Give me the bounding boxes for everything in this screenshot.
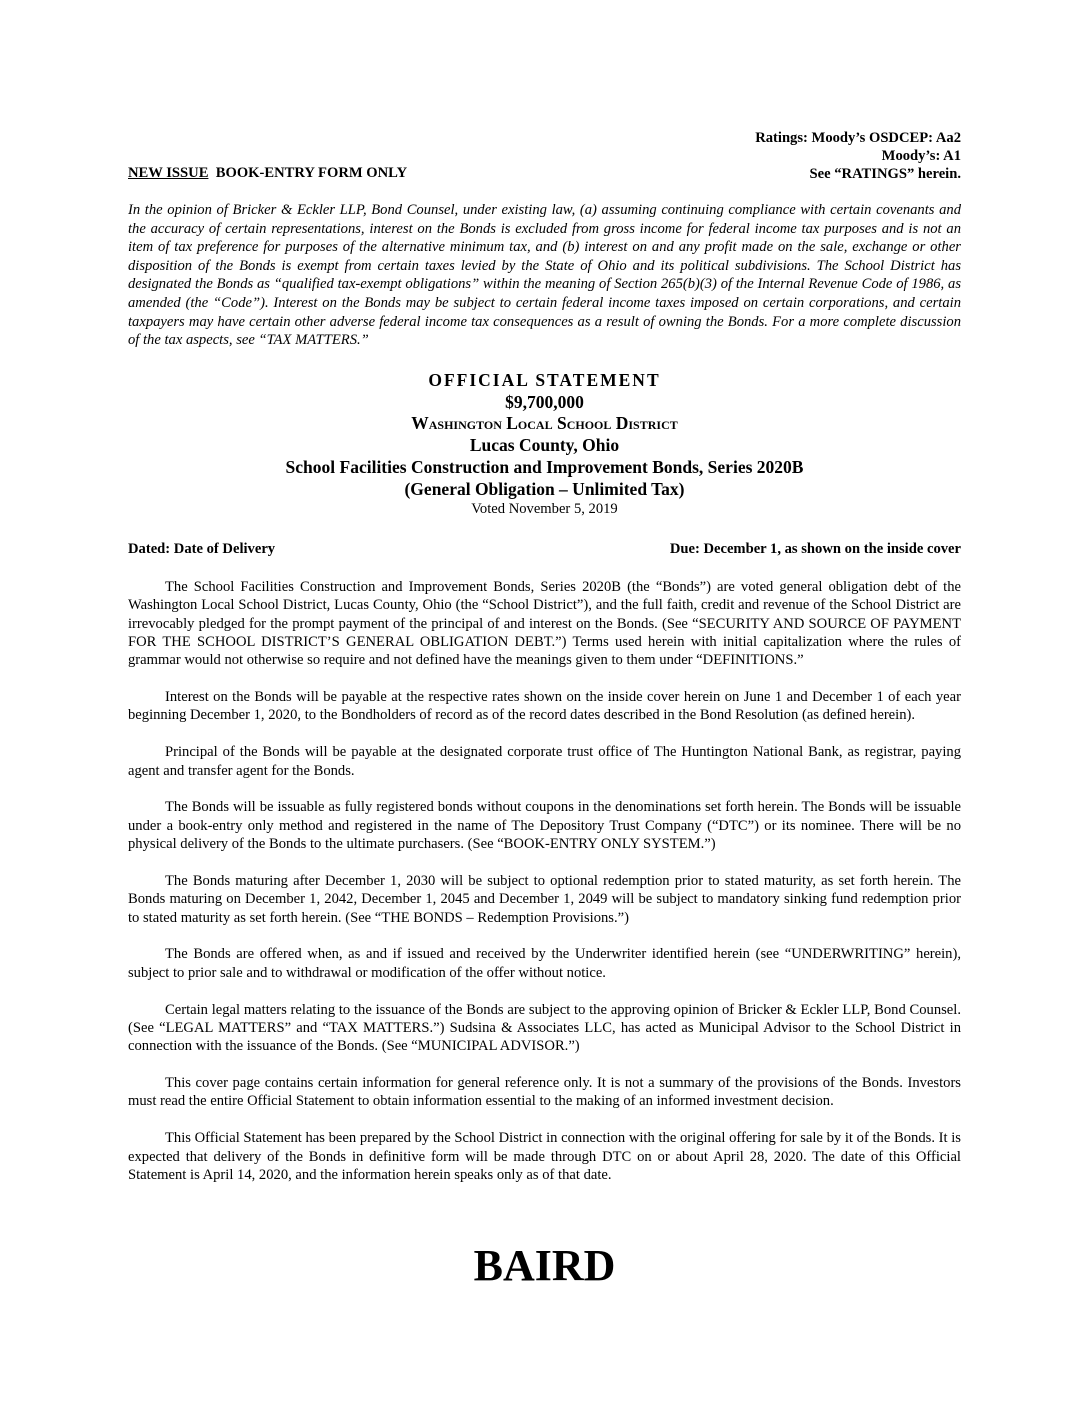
body-paragraph: Principal of the Bonds will be payable at the designated corporate trust office of The Huntington National Bank, as registrar, paying agent and transfer agent for the Bonds. — [128, 744, 961, 779]
issue-amount: $9,700,000 — [505, 392, 584, 412]
body-paragraph: Interest on the Bonds will be payable at the respective rates shown on the inside cover herein on June 1 and December 1 of each year beginning December 1, 2020, to the Bondholders of record as of the record dates described in the Bond Resolution (as defined herein). — [128, 689, 961, 724]
dated-line: Dated: Date of Delivery — [128, 541, 276, 557]
body-paragraph: Certain legal matters relating to the issuance of the Bonds are subject to the approving opinion of Bricker & Eckler LLP, Bond Counsel. (See “LEGAL MATTERS” and “TAX MATTERS.”) Sudsina & Associates LLC, has acted as Municipal Advisor to the School District in connection with the issuance of the Bonds. (See “MUNICIPAL ADVISOR.”) — [128, 1001, 961, 1055]
bond-name: School Facilities Construction and Improvement Bonds, Series 2020B — [285, 457, 804, 477]
title-block — [128, 369, 961, 518]
due-line: Due: December 1, as shown on the inside cover — [669, 541, 961, 557]
rating-osdcep: Ratings: Moody’s OSDCEP: Aa2 — [755, 130, 961, 146]
body-paragraph: This Official Statement has been prepared by the School District in connection with the original offering for sale by it of the Bonds. It is expected that delivery of the Bonds in definitive form will be made through DTC on or about April 28, 2020. The date of this Official Statement is April 14, 2020, and the information herein speaks only as of that date. — [128, 1130, 961, 1183]
body-paragraph: The Bonds are offered when, as and if issued and received by the Underwriter identified herein (see “UNDERWRITING” herein), subject to prior sale and to withdrawal or modification of the offer without notice. — [128, 946, 961, 981]
obligation-type: (General Obligation – Unlimited Tax) — [404, 479, 685, 499]
issuer-name: Washington Local School District — [411, 413, 678, 433]
body-paragraph: The School Facilities Construction and Improvement Bonds, Series 2020B (the “Bonds”) are voted general obligation debt of the Washington Local School District, Lucas County, Ohio (the “School District”), and the full faith, credit and revenue of the School District are irrevocably pledged for the prompt payment of the principal of and interest on the Bonds. (See “SECURITY AND SOURCE OF PAYMENT FOR THE SCHOOL DISTRICT’S GENERAL OBLIGATION DEBT.”) Terms used herein with initial capitalization where the rules of grammar would not otherwise so require and not defined have the meanings given to them under “DEFINITIONS.” — [128, 579, 961, 669]
rating-reference: See “RATINGS” herein. — [809, 166, 961, 182]
body-paragraph: The Bonds maturing after December 1, 2030 will be subject to optional redemption prior to stated maturity, as set forth herein. The Bonds maturing on December 1, 2042, December 1, 2045 and December 1, 2049 will be subject to mandatory sinking fund redemption prior to stated maturity as set forth herein. (See “THE BONDS – Redemption Provisions.”) — [128, 872, 961, 926]
ratings-block — [755, 129, 961, 183]
document-heading: OFFICIAL STATEMENT — [428, 370, 661, 390]
voted-date: Voted November 5, 2019 — [471, 501, 618, 517]
body-paragraph: The Bonds will be issuable as fully registered bonds without coupons in the denominations set forth herein. The Bonds will be issuable under a book-entry only method and registered in the name of The Depository Trust Company (“DTC”) or its nominee. There will be no physical delivery of the Bonds to the ultimate purchasers. (See “BOOK-ENTRY ONLY SYSTEM.”) — [128, 799, 961, 853]
new-issue-label: NEW ISSUE — [128, 165, 209, 181]
book-entry-label: BOOK-ENTRY FORM ONLY — [215, 165, 408, 181]
county-name: Lucas County, Ohio — [469, 435, 620, 455]
tax-opinion-paragraph: In the opinion of Bricker & Eckler LLP, Bond Counsel, under existing law, (a) assuming continuing compliance with certain covenants and the accuracy of certain representations, interest on the Bonds is excluded from gross income for federal income tax purposes and is not an item of tax preference for purposes of the alternative minimum tax, and (b) interest on and any profit made on the sale, exchange or other disposition of the Bonds is exempt from certain taxes levied by the State of Ohio and its political subdivisions. The School District has designated the Bonds as “qualified tax-exempt obligations” within the meaning of Section 265(b)(3) of the Internal Revenue Code of 1986, as amended (the “Code”). Interest on the Bonds may be subject to certain federal income taxes imposed on certain corporations, and certain taxpayers may have certain other adverse federal income tax consequences as a result of owning the Bonds. For a more complete discussion of the tax aspects, see “TAX MATTERS.” — [128, 202, 961, 349]
body-paragraph: This cover page contains certain information for general reference only. It is not a summary of the provisions of the Bonds. Investors must read the entire Official Statement to obtain information essential to the making of an informed investment decision. — [128, 1075, 961, 1110]
underwriter-logo: BAIRD — [473, 1241, 616, 1290]
issue-type-line — [128, 165, 407, 182]
body-text — [128, 578, 961, 1203]
rating-moodys: Moody’s: A1 — [881, 148, 961, 164]
